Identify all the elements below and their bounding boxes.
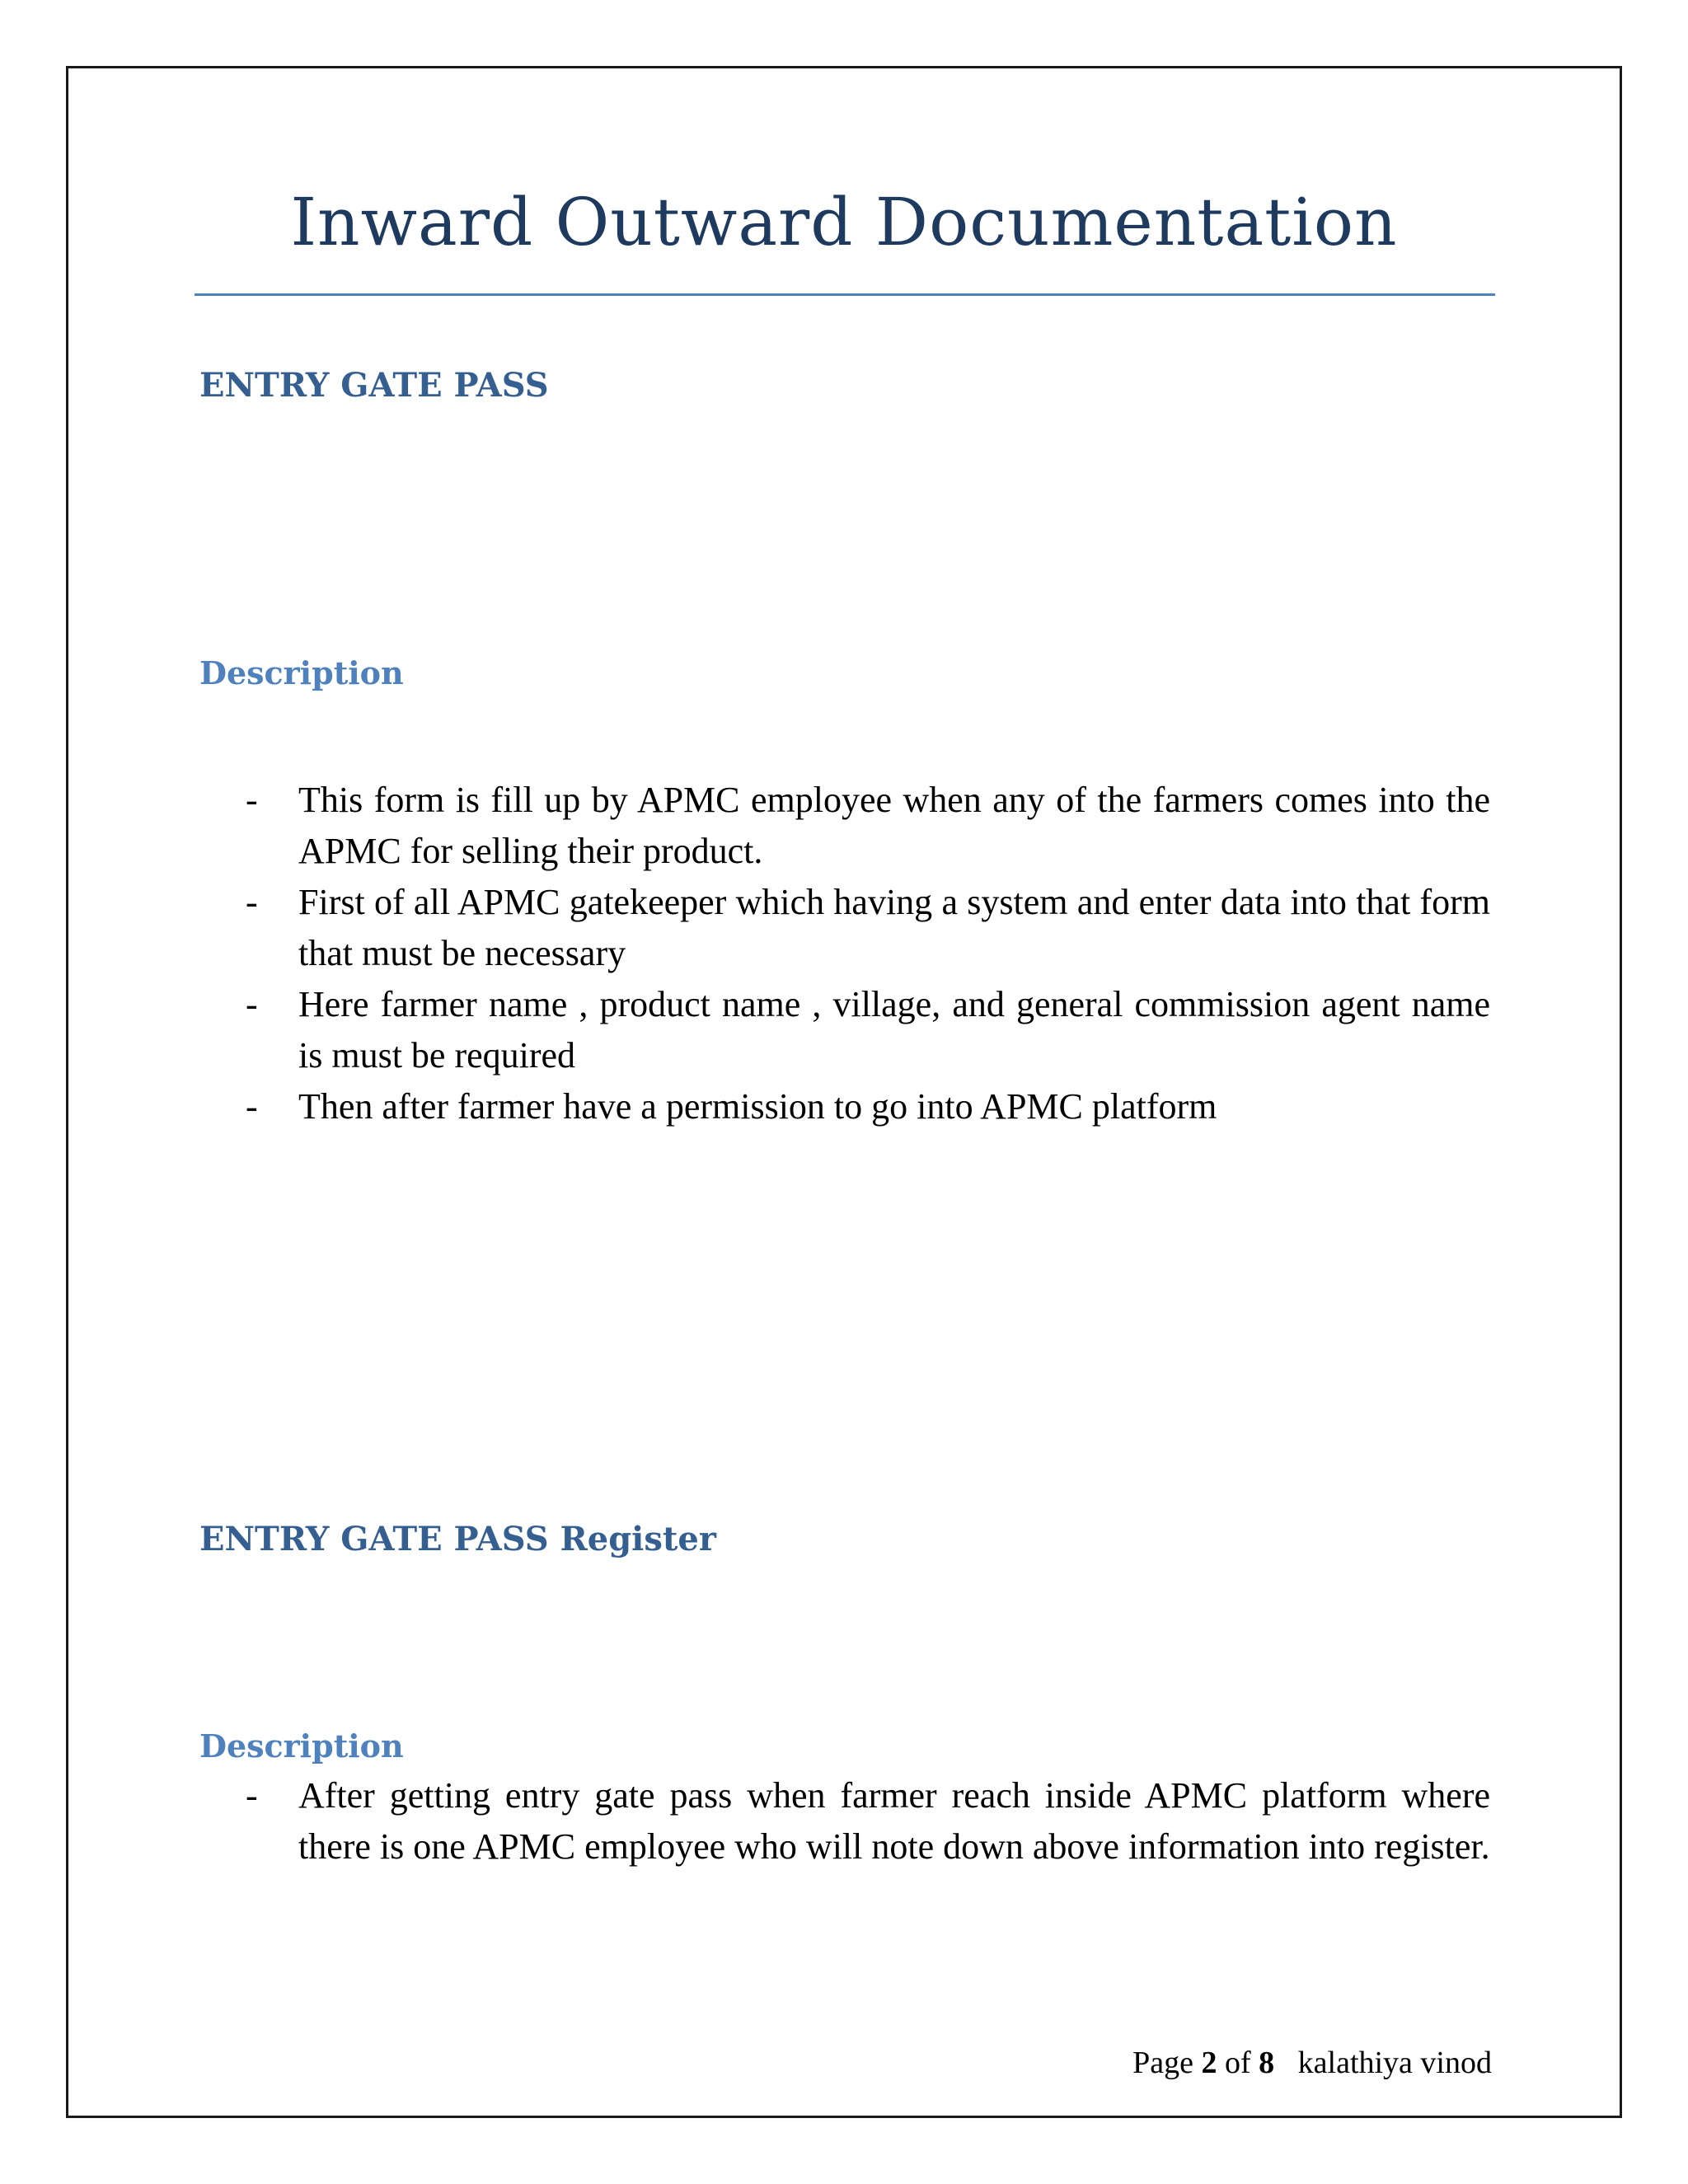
- list-item: [246, 877, 1490, 979]
- section-heading-entry-gate-pass: ENTRY GATE PASS: [199, 366, 549, 405]
- list-item-text: First of all APMC gatekeeper which having a system and enter data into that form that must be necessary: [298, 882, 1490, 973]
- list-item-text: Here farmer name , product name , village, and general commission agent name is must be required: [298, 984, 1490, 1076]
- bullet-dash: -: [246, 1775, 258, 1816]
- bullet-list-1: [246, 775, 1490, 1132]
- document-title: Inward Outward Documentation: [290, 184, 1398, 260]
- list-item: [246, 775, 1490, 877]
- description-label-2: Description: [199, 1727, 404, 1765]
- footer-page-word: Page: [1132, 2046, 1193, 2080]
- footer-page-total: 8: [1259, 2046, 1275, 2080]
- page-footer: [1132, 2047, 1492, 2079]
- footer-page-number: 2: [1201, 2046, 1217, 2080]
- description-label-1: Description: [199, 654, 404, 691]
- list-item: [246, 979, 1490, 1081]
- list-item: [246, 1081, 1490, 1132]
- title-underline: [195, 293, 1495, 296]
- list-item-text: This form is fill up by APMC employee when any of the farmers comes into the APMC for selling their product.: [298, 780, 1490, 871]
- footer-of-word: of: [1225, 2046, 1251, 2080]
- bullet-dash: -: [246, 984, 258, 1024]
- section-heading-entry-gate-pass-register: ENTRY GATE PASS Register: [199, 1520, 716, 1558]
- list-item: [246, 1770, 1490, 1872]
- footer-author: kalathiya vinod: [1297, 2046, 1492, 2080]
- bullet-dash: -: [246, 780, 258, 820]
- list-item-text: After getting entry gate pass when farmer reach inside APMC platform where there is one APMC employee who will note down above information into register.: [298, 1775, 1490, 1867]
- bullet-list-2: [246, 1770, 1490, 1872]
- bullet-dash: -: [246, 882, 258, 922]
- list-item-text: Then after farmer have a permission to go into APMC platform: [298, 1086, 1217, 1127]
- bullet-dash: -: [246, 1086, 258, 1127]
